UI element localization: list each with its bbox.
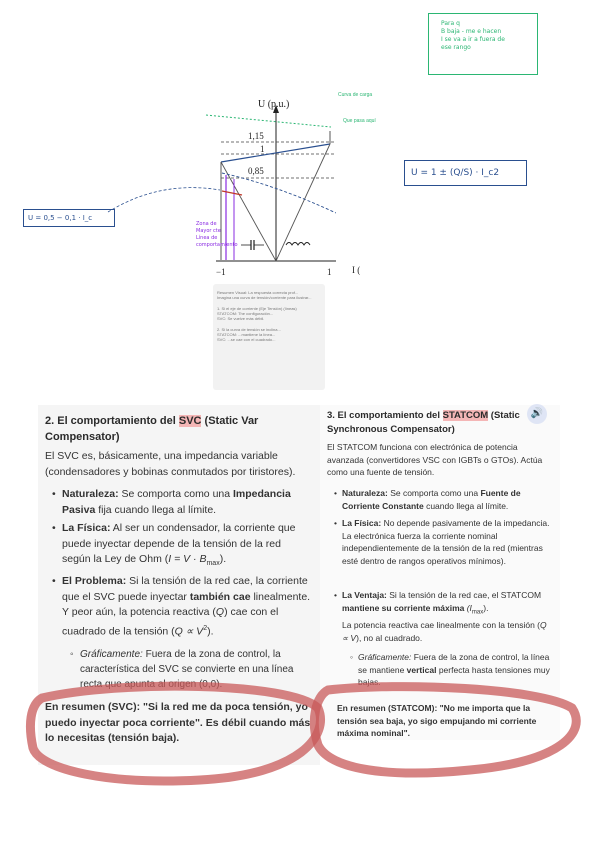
green-note-line: ese rango	[441, 44, 471, 51]
green-annotation: Curva de carga	[338, 92, 373, 98]
formula-note-left: U = 0,5 − 0,1 · I_c	[23, 209, 115, 227]
statcom-bullet-nature: • Naturaleza: Se comporta como una Fuente de Corriente Constante cuando llega al límite.	[342, 487, 554, 512]
inductor-coil	[286, 243, 310, 246]
purple-annotation: Zona de	[196, 221, 217, 227]
svc-bullet-physics: • La Física: Al ser un condensador, la corriente que puede inyectar depende de la tensión de la red según la Ley de Ohm $(I = V \cdot B_{max})$.	[62, 521, 312, 572]
svc-summary: En resumen (SVC): "Si la red me da poca tensión, yo puedo inyectar poca corriente". Es débil cuando más lo necesitas (tensión baja).	[45, 701, 311, 744]
statcom-bullet-advantage: • La Ventaja: Si la tensión de la red cae, el STATCOM mantiene su corriente máxima $(I_{max})$.	[342, 589, 554, 619]
green-annotation: Que pasa aquí	[343, 118, 376, 124]
y-tick-115: 1,15	[248, 131, 264, 141]
statcom-sub-bullet-graph: ◦ Gráficamente: Fuera de la zona de control, la línea se mantiene vertical perfecta hasta tensiones muy bajas.	[358, 651, 554, 689]
speaker-icon[interactable]: 🔊	[527, 404, 547, 424]
green-note-line: Para q	[441, 20, 460, 27]
popup-line: 2. Si la curva de tensión se inclina...	[217, 327, 281, 332]
statcom-advantage-cont: La potencia reactiva cae linealmente con la tensión (Q ∝ V), no al cuadrado.	[342, 620, 547, 643]
y-tick-085: 0,85	[248, 166, 264, 176]
x-axis-label: I (	[352, 265, 361, 275]
purple-annotation: Mayor cte	[196, 228, 221, 234]
svc-intro: El SVC es, básicamente, una impedancia variable (condensadores y bobinas conmutados por tiristores).	[45, 450, 296, 478]
y-tick-1: 1	[260, 144, 265, 154]
note-connector	[100, 150, 240, 220]
svc-sub-bullet-graph: ◦ Gráficamente: Fuera de la zona de control, la característica del SVC se convierte en una línea recta que apunta al origen (0,0).	[80, 647, 312, 692]
popup-screenshot	[213, 284, 325, 390]
green-note-line: B baja - me e hacen	[441, 28, 502, 35]
formula-note-right: U = 1 ± (Q/S) · I_c2	[404, 160, 527, 186]
statcom-bullet-physics: • La Física: No depende pasivamente de la impedancia. La electrónica fuerza la corriente nominal independientemente de la tensión de la red (mientras esté dentro de rangos operativos mínimos).	[342, 517, 554, 567]
popup-line: SVC: ...se cae con el cuadrado...	[217, 337, 276, 342]
statcom-intro: El STATCOM funciona con electrónica de potencia avanzada (convertidores VSC con IGBTs o GTOs). Actúa como una fuente de tensión.	[327, 442, 543, 478]
x-tick-1: 1	[327, 267, 332, 277]
green-handwritten-note	[428, 13, 538, 75]
popup-line: Resumen Visual: La respuesta correcta prof...	[217, 290, 299, 295]
svc-section	[38, 405, 320, 765]
purple-annotation: Línea de	[196, 235, 218, 241]
popup-line: 1. Si el eje de corriente (Eje Tensión) (líneas)	[217, 306, 297, 311]
x-tick-minus1: −1	[216, 267, 226, 277]
popup-line: STATCOM: The configuración...	[217, 311, 274, 316]
green-load-line	[206, 115, 331, 127]
popup-line: Imagina una curva de tensión/corriente para ilustrar...	[217, 295, 312, 300]
statcom-title: 3. El comportamiento del STATCOM (Static Synchronous Compensator)	[327, 410, 520, 435]
popup-line: STATCOM: ...mantiene la línea...	[217, 332, 276, 337]
svc-bullet-nature: • Naturaleza: Se comporta como una Impedancia Pasiva fija cuando llega al límite.	[62, 487, 312, 518]
purple-annotation: comportamiento	[196, 242, 238, 248]
statcom-summary: En resumen (STATCOM): "No me importa que la tensión sea baja, yo sigo empujando mi corriente máxima nominal".	[337, 703, 537, 739]
statcom-section	[320, 405, 560, 740]
green-note-line: I se va a ir a fuera de	[441, 36, 505, 43]
popup-line: SVC: Se vuelve más débil.	[217, 316, 265, 321]
svc-bullet-problem: • El Problema: Si la tensión de la red cae, la corriente que el SVC puede inyectar también cae linealmente. Y peor aún, la potencia reactiva (Q) cae con el cuadrado de la tensión $(Q \propto V^2)$.	[62, 574, 312, 640]
svc-title: 2. El comportamiento del SVC (Static Var Compensator)	[45, 415, 259, 443]
y-axis-label: U (p.u.)	[258, 99, 290, 110]
